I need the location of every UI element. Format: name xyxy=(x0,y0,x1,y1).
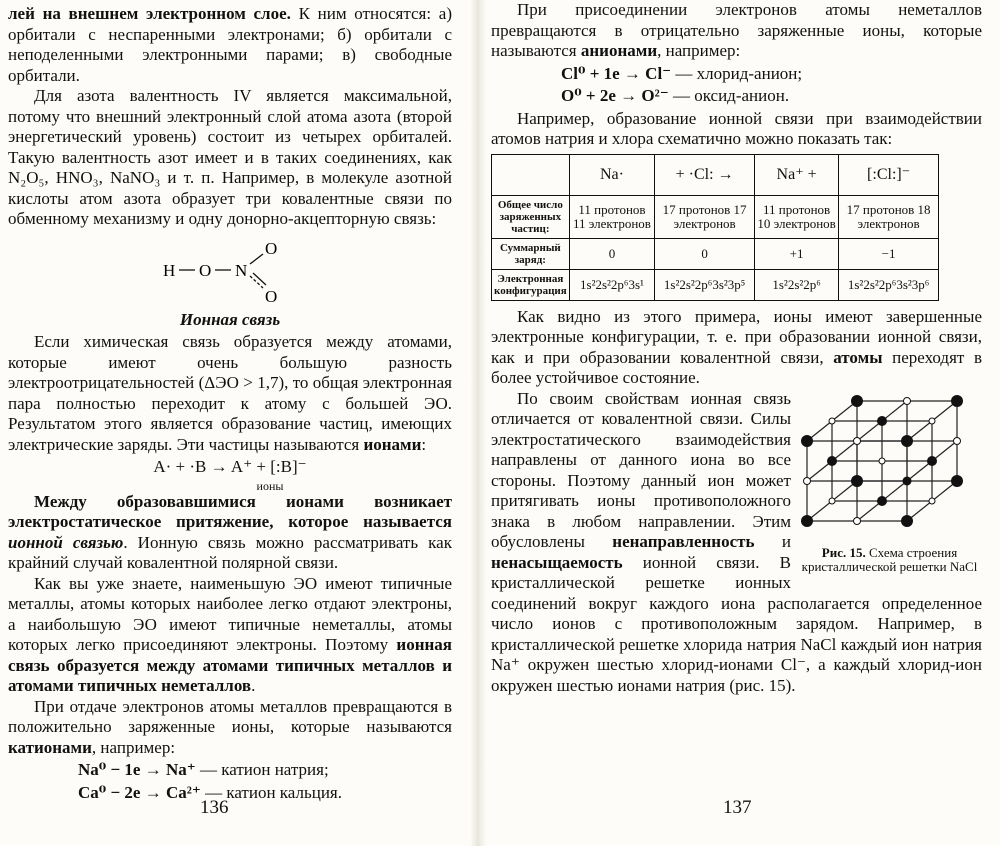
paragraph: Для азота валентность IV является максимальной, потому что внешний электронный слой атома азота (второй энергетический уровень) состоит из четырех орбиталей. Такую валентность азот имеет и в таких соединениях, как N₂O₅, HNO₃, NaNO₃ и т. п. Например, в молекуле азотной кислоты атом азота образует три ковалентные связи по обменному механизму и одну донорно-акцепторную связь: xyxy=(8,86,452,228)
table-cell: 17 протонов 17 электронов xyxy=(655,195,755,238)
nitric-acid-structure xyxy=(155,236,305,306)
equation: O⁰ + 2e → O²⁻ — оксид-анион. xyxy=(561,86,790,105)
atom-o: O xyxy=(265,286,278,306)
table-cell: 1s²2s²2p⁶3s²3p⁵ xyxy=(655,269,755,300)
table-cell: Na· xyxy=(569,154,655,195)
table-row xyxy=(492,238,939,269)
table-cell: 17 протонов 18 электронов xyxy=(839,195,939,238)
atom-o: O xyxy=(199,260,212,280)
row-header: Суммарный заряд: xyxy=(492,238,570,269)
table-row xyxy=(492,195,939,238)
book-gutter xyxy=(470,0,486,846)
table-cell: −1 xyxy=(839,238,939,269)
atom-h: H xyxy=(163,260,176,280)
row-header: Электронная конфигурация xyxy=(492,269,570,300)
table-cell: [:Cl:]⁻ xyxy=(839,154,939,195)
table-row xyxy=(492,269,939,300)
table-cell: 1s²2s²2p⁶ xyxy=(755,269,839,300)
paragraph: По своим свойствам ионная связь отличается от ковалентной связи. Силы электростатического взаимодействия направлены от данного иона во все стороны. Поэтому данный ион может притягивать ионы противоположного знака в любом направлении. Этим обусловлены ненаправленность и ненасыщаемость ионной связи. В кристаллической решетке ионных соединений вокруг каждого иона располагается определенное число ионов с противоположным зарядом. Например, в кристаллической решетке хлорида натрия NaCl каждый ион натрия Na⁺ окружен шестью хлорид-ионами Cl⁻, а каждый хлорид-ион окружен шестью ионами натрия (рис. 15). xyxy=(491,388,982,695)
table-cell: Na⁺ + xyxy=(755,154,839,195)
atom-o: O xyxy=(265,238,278,258)
ion-formula: A· + ·B → A⁺ + [:B]⁻ xyxy=(153,457,307,476)
atom-n: N xyxy=(235,260,248,280)
equation: Na⁰ − 1e → Na⁺ — катион натрия; xyxy=(78,760,329,779)
page-number: 137 xyxy=(723,796,752,818)
table-cell: +1 xyxy=(755,238,839,269)
paragraph: лей на внешнем электронном слое. К ним относятся: а) орбитали с неспаренными электронами; б) орбитали с неподеленными электронными парами; в) свободные орбитали. xyxy=(8,4,452,85)
paragraph: Как вы уже знаете, наименьшую ЭО имеют типичные металлы, атомы которых наиболее легко отдают электроны, а наибольшую ЭО имеют типичные неметаллы, атомы которых легко присоединяют электроны. Поэтому ионная связь образуется между атомами типичных металлов и атомами типичных неметаллов. xyxy=(8,573,452,695)
page-number: 136 xyxy=(200,796,229,818)
paragraph: Если химическая связь образуется между атомами, которые имеют очень большую разность электроотрицательностей (ΔЭО > 1,7), то общая электронная пара полностью переходит к атому с большей ЭО. Результатом этого является образование частиц, имеющих электрические заряды. Эти частицы называются ионами: xyxy=(8,332,452,454)
paragraph: Как видно из этого примера, ионы имеют завершенные электронные конфигурации, т. е. при образовании ионной связи, как и при образовании ковалентной связи, атомы переходят в более устойчивое состояние. xyxy=(491,306,982,387)
nacl-lattice-image xyxy=(797,391,977,541)
section-heading: Ионная связь xyxy=(179,309,281,329)
table-cell: 1s²2s²2p⁶3s¹ xyxy=(569,269,655,300)
equation: Cl⁰ + 1e → Cl⁻ — хлорид-анион; xyxy=(561,63,803,83)
table-cell: 11 протонов 10 электронов xyxy=(755,195,839,238)
figure-15 xyxy=(797,391,982,575)
ionic-bond-table xyxy=(491,154,939,301)
paragraph: Например, образование ионной связи при взаимодействии атомов натрия и хлора схематично можно показать так: xyxy=(491,108,982,148)
paragraph: При отдаче электронов атомы металлов превращаются в положительно заряженные ионы, которые называются катионами, например: xyxy=(8,696,452,757)
table-cell: + ·Cl: → xyxy=(655,154,755,195)
formula-label: ионы xyxy=(256,478,284,493)
table-cell: 11 протонов 11 электронов xyxy=(569,195,655,238)
right-page xyxy=(485,0,1000,846)
figure-caption: Рис. 15. Схема строения кристаллической решетки NaCl xyxy=(801,545,978,574)
table-cell: 0 xyxy=(569,238,655,269)
left-page xyxy=(0,0,470,846)
row-header: Общее число заряженных частиц: xyxy=(492,195,570,238)
table-cell: 1s²2s²2p⁶3s²3p⁶ xyxy=(839,269,939,300)
equation: Ca⁰ − 2e → Ca²⁺ — катион кальция. xyxy=(78,782,342,802)
table-cell: 0 xyxy=(655,238,755,269)
paragraph: При присоединении электронов атомы неметаллов превращаются в отрицательно заряженные ионы, которые называются анионами, например: xyxy=(491,0,982,60)
paragraph: Между образовавшимися ионами возникает электростатическое притяжение, которое называется ионной связью. Ионную связь можно рассматривать как крайний случай ковалентной полярной связи. xyxy=(8,491,452,572)
